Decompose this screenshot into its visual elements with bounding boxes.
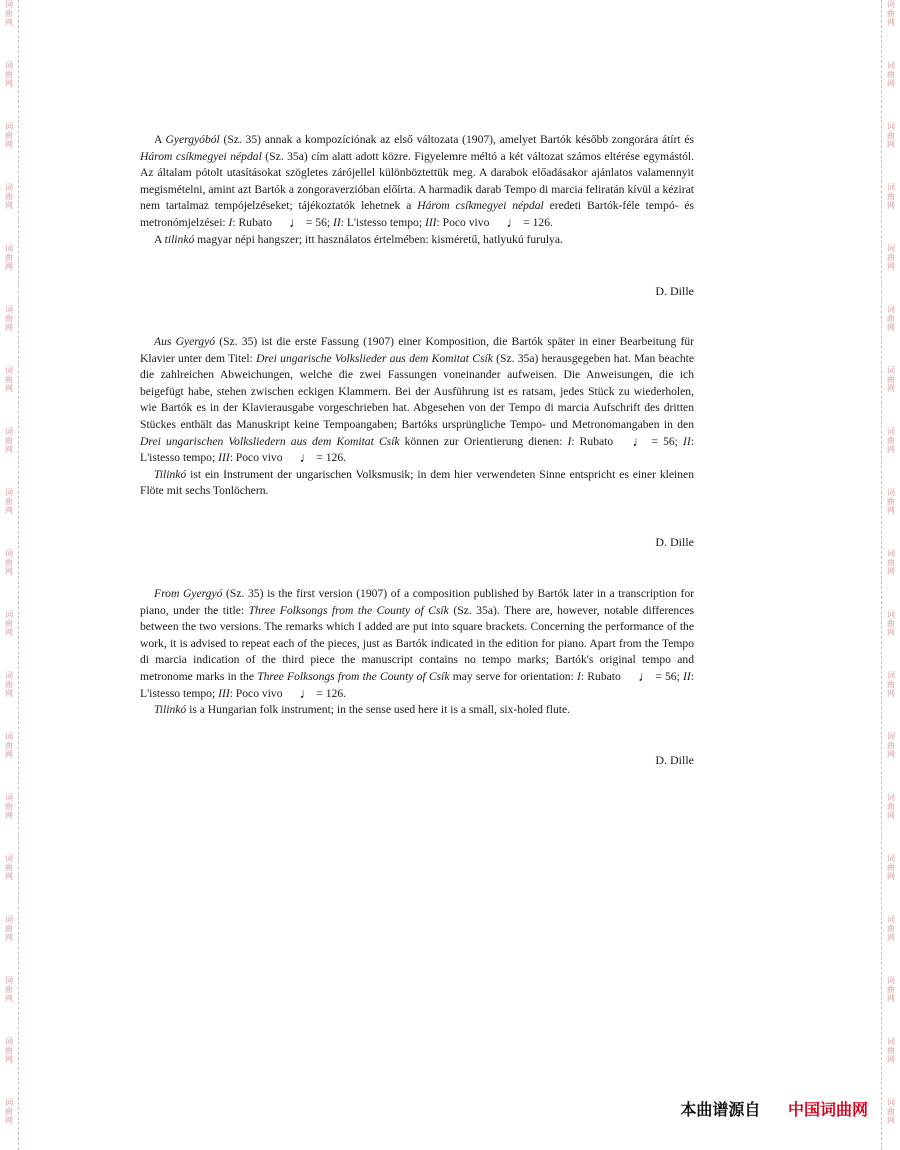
watermark-glyph: 词: [5, 183, 13, 192]
watermark-glyph: 词: [887, 244, 895, 253]
hungarian-paragraph-1: [140, 132, 694, 232]
italic-title: II: [683, 434, 691, 448]
watermark-glyph: 词: [5, 915, 13, 924]
watermark-mark: [2, 488, 16, 515]
watermark-glyph: 曲: [887, 1107, 895, 1116]
watermark-glyph: 曲: [887, 497, 895, 506]
watermark-glyph: 网: [887, 323, 895, 332]
text-run: (Sz. 35a) herausgegeben hat. Man beachte die zahlreichen Abweichungen, welche die zwei Fassungen voneinander aufweisen. Die Anweisungen, die ich beigefügt habe, stehen zwischen eckigen Klammern. Bei der Ausführung ist es ratsam, jedes Stück zu wiederholen, wie Bartók es in der Klavierausgabe vorgeschrieben hat. Abgesehen von der Tempo di marcia Aufschrift des dritten Stückes enthält das Manuskript keine Tempoangaben; Bartóks ursprüngliche Tempo- und Metronomangaben in den: [140, 351, 694, 431]
watermark-glyph: 曲: [5, 924, 13, 933]
watermark-glyph: 网: [5, 201, 13, 210]
watermark-mark: [884, 0, 898, 27]
watermark-glyph: 词: [887, 183, 895, 192]
watermark-glyph: 词: [887, 732, 895, 741]
watermark-glyph: 曲: [5, 375, 13, 384]
watermark-glyph: 网: [887, 872, 895, 881]
watermark-glyph: 曲: [887, 314, 895, 323]
text-run: : Rubato: [580, 669, 625, 683]
watermark-glyph: 词: [5, 671, 13, 680]
watermark-glyph: 曲: [887, 680, 895, 689]
watermark-mark: [884, 549, 898, 576]
watermark-glyph: 词: [887, 976, 895, 985]
quarter-note-icon: ♩: [299, 686, 314, 702]
text-run: : L'istesso tempo;: [140, 434, 694, 465]
text-run: = 126.: [520, 215, 553, 229]
italic-title: Drei ungarische Volkslieder aus dem Komitat Csík: [256, 351, 493, 365]
watermark-glyph: 词: [5, 488, 13, 497]
watermark-glyph: 曲: [887, 924, 895, 933]
watermark-glyph: 网: [887, 201, 895, 210]
watermark-glyph: 曲: [5, 619, 13, 628]
text-run: = 56;: [302, 215, 333, 229]
watermark-glyph: 词: [5, 244, 13, 253]
text-run: können zur Orientierung dienen:: [399, 434, 568, 448]
watermark-mark: [2, 183, 16, 210]
watermark-glyph: 网: [887, 567, 895, 576]
italic-title: III: [218, 686, 230, 700]
hungarian-signature: D. Dille: [655, 284, 694, 298]
watermark-mark: [884, 610, 898, 637]
watermark-glyph: 网: [5, 79, 13, 88]
text-run: A: [154, 232, 165, 246]
italic-title: Tilinkó: [154, 703, 187, 717]
watermark-glyph: 网: [5, 628, 13, 637]
watermark-mark: [884, 671, 898, 698]
english-signature: D. Dille: [655, 753, 694, 767]
german-paragraph-1: [140, 334, 694, 467]
watermark-glyph: 网: [5, 445, 13, 454]
watermark-glyph: 词: [5, 1098, 13, 1107]
watermark-mark: [884, 305, 898, 332]
watermark-glyph: 网: [5, 750, 13, 759]
watermark-mark: [2, 366, 16, 393]
source-footer: [680, 1097, 868, 1120]
watermark-glyph: 曲: [887, 619, 895, 628]
italic-title: Gyergyóból: [165, 133, 220, 146]
watermark-mark: [2, 427, 16, 454]
watermark-glyph: 网: [5, 18, 13, 27]
watermark-glyph: 网: [5, 1116, 13, 1125]
watermark-mark: [884, 488, 898, 515]
watermark-glyph: 曲: [887, 802, 895, 811]
italic-title: I: [228, 215, 233, 229]
watermark-glyph: 网: [887, 628, 895, 637]
watermark-mark: [2, 732, 16, 759]
watermark-mark: [2, 549, 16, 576]
text-run: A: [154, 133, 166, 146]
watermark-glyph: 网: [887, 79, 895, 88]
quarter-note-icon: ♩: [632, 434, 647, 450]
watermark-mark: [2, 61, 16, 88]
watermark-glyph: 词: [5, 122, 13, 131]
site-name-link[interactable]: 中国词曲网: [787, 1100, 868, 1119]
quarter-note-icon: ♩: [288, 215, 303, 231]
text-run: : Poco vivo: [229, 686, 286, 700]
text-run: (Sz. 35) ist die erste Fassung (1907) einer Komposition, die Bartók später in einer Bearbeitung für Klavier unter dem Titel:: [140, 335, 694, 365]
watermark-glyph: 曲: [5, 436, 13, 445]
watermark-glyph: 词: [887, 122, 895, 131]
watermark-glyph: 网: [887, 994, 895, 1003]
italic-title: tilinkó: [164, 232, 195, 246]
watermark-glyph: 曲: [5, 1046, 13, 1055]
text-run: : Poco vivo: [229, 451, 286, 465]
italic-title: Three Folksongs from the County of Csík: [257, 669, 450, 683]
watermark-glyph: 网: [5, 1055, 13, 1064]
watermark-glyph: 曲: [5, 863, 13, 872]
watermark-glyph: 词: [5, 610, 13, 619]
watermark-glyph: 网: [5, 506, 13, 515]
text-run: (Sz. 35) annak a kompozíciónak az első változata (1907), amelyet Bartók később zongorára átírt és: [219, 133, 694, 146]
italic-title: I: [576, 669, 581, 683]
watermark-mark: [884, 244, 898, 271]
watermark-glyph: 网: [887, 262, 895, 271]
text-run: magyar népi hangszer; itt használatos értelmében: kisméretű, hatlyukú furulya.: [194, 232, 563, 246]
watermark-glyph: 曲: [5, 741, 13, 750]
watermark-glyph: 曲: [887, 558, 895, 567]
watermark-mark: [2, 0, 16, 27]
watermark-glyph: 词: [5, 854, 13, 863]
watermark-glyph: 曲: [5, 70, 13, 79]
italic-title: Drei ungarischen Volksliedern aus dem Komitat Csík: [140, 434, 400, 448]
italic-title: Tilinkó: [154, 467, 187, 481]
watermark-glyph: 曲: [887, 131, 895, 140]
watermark-mark: [884, 854, 898, 881]
watermark-glyph: 网: [5, 323, 13, 332]
watermark-glyph: 曲: [887, 863, 895, 872]
quarter-note-icon: ♩: [506, 215, 521, 231]
quarter-note-icon: ♩: [299, 451, 314, 467]
watermark-mark: [2, 915, 16, 942]
text-run: : L'istesso tempo;: [140, 669, 694, 700]
watermark-glyph: 曲: [887, 375, 895, 384]
watermark-glyph: 词: [5, 976, 13, 985]
watermark-mark: [2, 854, 16, 881]
english-paragraph-1: [140, 586, 694, 702]
watermark-glyph: 网: [887, 933, 895, 942]
text-run: : Rubato: [571, 434, 619, 448]
text-run: may serve for orientation:: [449, 669, 577, 683]
text-run: (Sz. 35a) cím alatt adott közre. Figyelemre méltó a két változat számos eltérése egymástól. Az általam pótolt utasításokat szögletes zárójellel különböztettük meg. A darabok előadásakor ajánlatos valamennyit megismételni, amint azt Bartók a zongoraverzióban előírta. A harmadik darab Tempo di marcia feliratán kívül a kézirat nem tartalmaz tempójelzéseket; tájékoztatók lehetnek a: [140, 149, 694, 213]
watermark-glyph: 词: [887, 488, 895, 497]
italic-title: Aus Gyergyó: [154, 335, 216, 348]
watermark-glyph: 词: [887, 427, 895, 436]
watermark-mark: [884, 976, 898, 1003]
watermark-glyph: 词: [887, 1037, 895, 1046]
watermark-glyph: 曲: [5, 131, 13, 140]
watermark-glyph: 曲: [5, 802, 13, 811]
watermark-mark: [884, 183, 898, 210]
watermark-glyph: 网: [5, 689, 13, 698]
watermark-glyph: 词: [5, 549, 13, 558]
watermark-glyph: 网: [887, 689, 895, 698]
watermark-glyph: 词: [5, 61, 13, 70]
watermark-glyph: 词: [5, 1037, 13, 1046]
watermark-mark: [2, 793, 16, 820]
watermark-glyph: 曲: [5, 9, 13, 18]
text-run: ist ein Instrument der ungarischen Volksmusik; in dem hier verwendeten Sinne entspricht es einer kleinen Flöte mit sechs Tonlöchern.: [140, 467, 694, 498]
watermark-glyph: 曲: [887, 70, 895, 79]
watermark-glyph: 词: [887, 305, 895, 314]
watermark-glyph: 网: [887, 445, 895, 454]
watermark-glyph: 词: [887, 793, 895, 802]
watermark-glyph: 网: [887, 140, 895, 149]
watermark-glyph: 曲: [5, 680, 13, 689]
source-label: 本曲谱源自: [680, 1100, 761, 1119]
watermark-mark: [884, 1037, 898, 1064]
watermark-mark: [2, 1037, 16, 1064]
watermark-mark: [884, 1098, 898, 1125]
watermark-glyph: 曲: [887, 436, 895, 445]
watermark-glyph: 网: [887, 1055, 895, 1064]
watermark-glyph: 曲: [887, 253, 895, 262]
watermark-glyph: 词: [5, 732, 13, 741]
text-run: : L'istesso tempo;: [340, 215, 425, 229]
watermark-glyph: 曲: [5, 192, 13, 201]
watermark-glyph: 词: [5, 0, 13, 9]
watermark-mark: [2, 976, 16, 1003]
hungarian-paragraph-2: [140, 232, 694, 249]
watermark-glyph: 曲: [5, 1107, 13, 1116]
italic-title: Három csíkmegyei népdal: [417, 199, 544, 213]
watermark-mark: [2, 1098, 16, 1125]
italic-title: Három csíkmegyei népdal: [140, 149, 262, 163]
text-run: : Rubato: [232, 215, 275, 229]
text-run: eredeti Bartók-féle tempó- és metronómjelzései:: [140, 199, 695, 229]
watermark-mark: [2, 122, 16, 149]
watermark-glyph: 网: [5, 933, 13, 942]
watermark-glyph: 网: [5, 262, 13, 271]
watermark-mark: [2, 610, 16, 637]
text-run: = 56;: [652, 669, 684, 683]
text-run: is a Hungarian folk instrument; in the sense used here it is a small, six-holed flute.: [186, 703, 571, 717]
watermark-glyph: 词: [887, 854, 895, 863]
watermark-glyph: 曲: [5, 558, 13, 567]
watermark-glyph: 曲: [887, 985, 895, 994]
watermark-glyph: 词: [5, 427, 13, 436]
italic-title: II: [333, 215, 341, 229]
text-run: (Sz. 35) is the first version (1907) of a composition published by Bartók later in a transcription for piano, under the title:: [140, 587, 695, 617]
watermark-glyph: 词: [5, 793, 13, 802]
watermark-mark: [884, 122, 898, 149]
watermark-glyph: 网: [5, 872, 13, 881]
watermark-mark: [884, 732, 898, 759]
text-run: : Poco vivo: [436, 215, 493, 229]
watermark-glyph: 网: [887, 750, 895, 759]
watermark-glyph: 网: [887, 384, 895, 393]
quarter-note-icon: ♩: [638, 669, 653, 685]
italic-title: II: [683, 669, 691, 683]
english-paragraph-2: [140, 702, 694, 719]
watermark-mark: [884, 427, 898, 454]
watermark-glyph: 词: [887, 1098, 895, 1107]
watermark-mark: [884, 366, 898, 393]
watermark-glyph: 词: [887, 915, 895, 924]
watermark-glyph: 曲: [887, 741, 895, 750]
watermark-glyph: 曲: [887, 192, 895, 201]
watermark-glyph: 曲: [5, 985, 13, 994]
text-run: = 56;: [646, 434, 684, 448]
watermark-glyph: 网: [5, 567, 13, 576]
italic-title: From Gyergyó: [154, 587, 223, 600]
german-paragraph-2: [140, 467, 694, 500]
watermark-mark: [884, 793, 898, 820]
italic-title: III: [218, 451, 230, 465]
text-run: = 126.: [313, 686, 347, 700]
text-run: (Sz. 35a). There are, however, notable differences between the two versions. The remarks which I added are put into square brackets. Concerning the performance of the work, it is advised to repeat each of the pieces, just as Bartók indicated in the edition for piano. Apart from the Tempo di marcia indication of the third piece the manuscript contains no tempo marks; Bartók's original tempo and metronome marks in the: [140, 603, 694, 683]
watermark-glyph: 曲: [887, 1046, 895, 1055]
watermark-mark: [2, 244, 16, 271]
watermark-mark: [2, 671, 16, 698]
watermark-glyph: 曲: [5, 253, 13, 262]
watermark-glyph: 词: [5, 366, 13, 375]
watermark-mark: [884, 915, 898, 942]
watermark-mark: [2, 305, 16, 332]
watermark-glyph: 网: [5, 140, 13, 149]
watermark-glyph: 词: [887, 549, 895, 558]
text-run: = 126.: [313, 451, 347, 465]
watermark-mark: [884, 61, 898, 88]
watermark-glyph: 词: [887, 671, 895, 680]
watermark-glyph: 网: [887, 506, 895, 515]
watermark-glyph: 词: [887, 366, 895, 375]
watermark-glyph: 网: [887, 811, 895, 820]
english-preface: [140, 586, 694, 719]
italic-title: Three Folksongs from the County of Csík: [248, 603, 449, 617]
watermark-glyph: 网: [5, 994, 13, 1003]
italic-title: III: [424, 215, 437, 229]
watermark-glyph: 网: [5, 811, 13, 820]
watermark-glyph: 词: [887, 610, 895, 619]
watermark-glyph: 网: [5, 384, 13, 393]
watermark-glyph: 词: [5, 305, 13, 314]
german-signature: D. Dille: [655, 535, 694, 549]
watermark-glyph: 网: [887, 1116, 895, 1125]
italic-title: I: [567, 434, 572, 448]
watermark-glyph: 词: [887, 61, 895, 70]
watermark-glyph: 曲: [5, 497, 13, 506]
watermark-glyph: 词: [887, 0, 895, 9]
hungarian-preface: [140, 132, 694, 248]
watermark-glyph: 曲: [5, 314, 13, 323]
watermark-glyph: 网: [887, 18, 895, 27]
watermark-glyph: 曲: [887, 9, 895, 18]
german-preface: [140, 334, 694, 500]
